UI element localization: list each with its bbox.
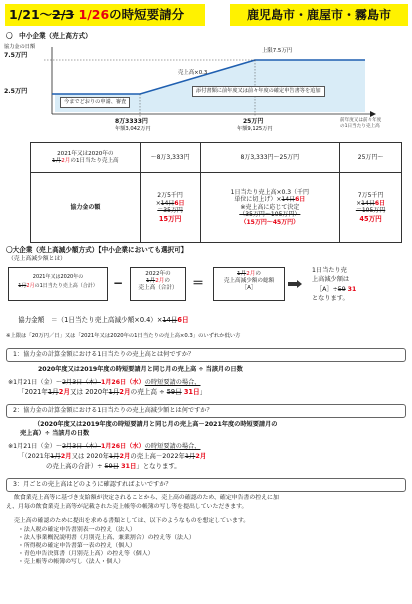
chart-bp2-value: 25万円: [243, 118, 264, 125]
chart-ylabel: 協力金の日額: [4, 44, 36, 50]
chart-apply-note: 添付書類に前年度又は前々年度の確定申告書等を追加: [192, 86, 325, 97]
arrow-right-icon: [288, 280, 302, 288]
chart-xaxis-note-2: の1日当たり売上高: [340, 124, 380, 129]
table-col3: 25万円〜: [340, 143, 402, 173]
sme-table: [30, 142, 402, 243]
faq-3-para-2: え、月毎の飲食業売上高等が記載された売上帳等の帳簿の写し等を提出していただきます。: [6, 504, 248, 510]
table-cell-2: 1日当たり売上高×0.3（千円 単位に切上げ）×14日6日 ※売上高に応じて決定 （35万円〜105万円） （15万円〜45万円）: [200, 173, 340, 243]
equals-sign: ＝: [192, 276, 205, 290]
list-item: ・法人税の確定申告書別表一の控え（法人）: [18, 527, 136, 533]
box-current-sales: 2022年の 1月2月の 売上高（合計）: [130, 267, 186, 301]
faq-2-example: ※1月21日（金）〜2月3日（木）1月26日（水）の時短要請の場合、: [8, 443, 201, 450]
table-row-label: 協力金の額: [31, 173, 141, 243]
period-suffix: の時短要請分: [109, 7, 185, 22]
faq-3-para-3: 売上高の確認のために提出を求める書類としては、以下のようなものを想定しています。: [14, 518, 250, 524]
faq-1-question: 1：協力金の計算金額における1日当たりの売上高とは何ですか？: [6, 348, 406, 362]
faq-2-answer-2: 売上高）÷ 当該月の日数: [20, 430, 90, 437]
chart-ratio-label: 売上高×0.3: [178, 70, 208, 76]
faq-1-answer: 2020年度又は2019年度の時短要請月と同じ月の売上高 ÷ 当該月の日数: [38, 366, 243, 373]
faq-1-formula: 「2021年1月2月又は 2020年1月2月の売上高 ÷ 59日 31日」: [18, 388, 207, 396]
period-start: 1/21〜: [9, 7, 53, 22]
large-subtitle: （売上高減少額とは）: [8, 256, 66, 262]
cities-banner: 鹿児島市・鹿屋市・霧島市: [230, 4, 408, 26]
faq-2-question: 2：協力金の計算金額における1日当たりの売上高減少額とは何ですか？: [6, 404, 406, 418]
list-item: ・法人事業概況説明書（月別売上高、兼業割合）の控え等（法人）: [18, 534, 195, 541]
chart-bp1-sub: 年額3,042万円: [115, 126, 151, 132]
chart-ytop: 7.5万円: [4, 52, 28, 59]
minus-sign: −: [113, 276, 124, 290]
faq-2-formula-2: の売上高の合計）÷ 59日 31日」となります。: [46, 462, 181, 470]
table-head-label: 2021年又は2020年の 1月2月の1日当たり売上高: [31, 143, 141, 173]
large-section-title: 〇大企業（売上高減少額方式）【中小企業においても選択可】: [6, 246, 188, 254]
list-item: ・売上帳等の帳簿の写し（法人・個人）: [18, 558, 125, 565]
faq-1-example: ※1月21日（金）〜2月3日（木）1月26日（水）の時短要請の場合、: [8, 379, 201, 386]
table-cell-3: 7万5千円 ×14日6日 ＝105万円 45万円: [340, 173, 402, 243]
sme-section-title: 〇 中小企業（売上高方式）: [6, 32, 92, 40]
box-decrease-total: 1月2月の 売上高減少額の総額 ［A］: [213, 267, 285, 301]
chart-xaxis-note-1: 前年度又は前々年度: [340, 118, 382, 123]
faq-3-para-1: 飲食業売上高等に基づき支給額が決定されることから、売上高の確認のため、確定申告書の控えに加: [14, 495, 279, 501]
list-item: ・青色申告決算書（月別売上高）の控え等（個人）: [18, 550, 154, 557]
box-base-sales: 2021年又は2020年の 1月2月の1日当たり売上高（合計）: [8, 267, 108, 301]
chart-bp2-sub: 年額9,125万円: [237, 126, 273, 132]
chart-ybottom: 2.5万円: [4, 88, 28, 95]
list-item: ・所得税の確定申告書第一表の控え（個人）: [18, 542, 136, 549]
chart-bp1-value: 8万3333円: [115, 118, 148, 125]
large-note: ※上限は「20万円／日」又は「2021年又は2020年の1日当たりの売上高×0.3」のいずれか低い方: [6, 333, 241, 339]
faq-3-list: [18, 527, 195, 567]
chart-x-arrow: [370, 111, 376, 117]
table-cell-1: 2万5千円 ×14日6日 ＝35万円 15万円: [140, 173, 200, 243]
faq-2-formula: 「（2021年1月2月又は 2020年1月2月の売上高－2022年1月2月: [18, 452, 207, 460]
result-note: 1日当たり売 上高減少額は ［A］÷59 31 となります。: [312, 267, 357, 302]
table-col2: 8万3,333円〜25万円: [200, 143, 340, 173]
table-col1: 〜8万3,333円: [140, 143, 200, 173]
chart-base-note: 今までどおりの申請、審査: [60, 97, 130, 108]
period-new: 1/26: [78, 7, 110, 22]
faq-3-question: 3：月ごとの売上高はどのように確認すればよいですか？: [6, 478, 406, 492]
period-struck: 2/3: [52, 7, 75, 22]
large-formula: 協力金額 ＝（1日当たり売上高減少額×0.4）×14日6日: [18, 316, 189, 324]
chart-upper-limit: 上限7.5万円: [262, 48, 293, 54]
faq-2-answer: （2020年度又は2019年度の時短要請月と同じ月の売上高－2021年度の時短要請月の: [34, 421, 278, 428]
